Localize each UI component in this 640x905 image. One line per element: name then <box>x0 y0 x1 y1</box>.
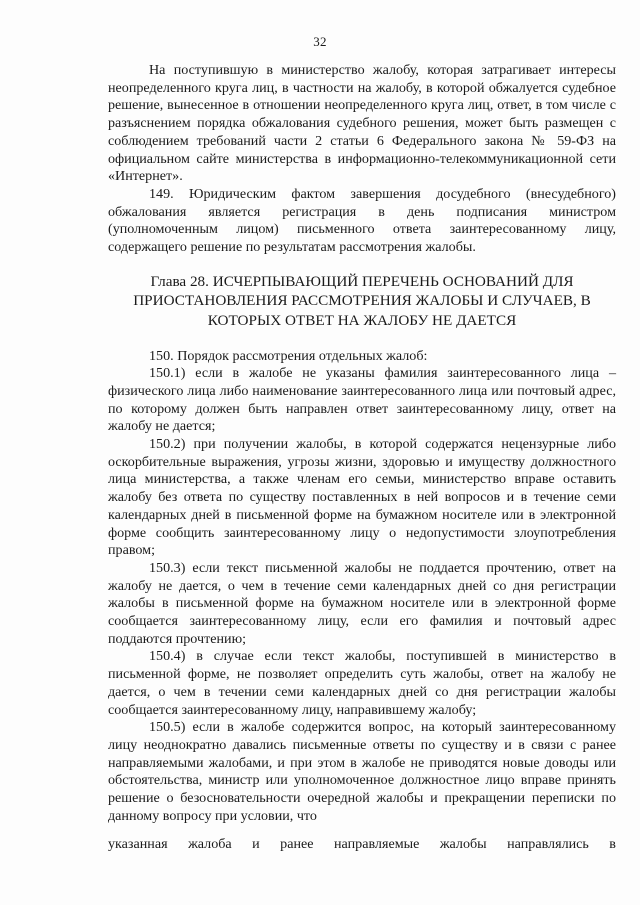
chapter-heading-line: ПРИОСТАНОВЛЕНИЯ РАССМОТРЕНИЯ ЖАЛОБЫ И СЛУЧАЕВ, В <box>133 292 591 310</box>
paragraph-149: 149. Юридическим фактом завершения досудебного (внесудебного) обжалования является регистрация в день подписания министром (уполномоченным лицом) письменного ответа заинтересованному лицу, содержащего решение по результатам рассмотрения жалобы. <box>108 185 616 256</box>
word: жалоба <box>188 836 232 852</box>
paragraph-150-4: 150.4) в случае если текст жалобы, поступившей в министерство в письменной форме, не позволяет определить суть жалобы, ответ на жалобу не дается, о чем в течении семи календарных дней со дня регистрации жалобы сообщается заинтересованному лицу, направившему жалобу; <box>108 648 616 718</box>
chapter-heading <box>108 272 616 331</box>
paragraph-150-5: 150.5) если в жалобе содержится вопрос, на который заинтересованному лицу неоднократно давались письменные ответы по существу и в связи с ранее направляемыми жалобами, и при этом в жалобе не приводятся новые доводы или обстоятельства, министр или уполномоченное должностное лицо вправе принять решение о безосновательности очередной жалобы и прекращении переписки по данному вопросу при условии, что <box>108 719 616 824</box>
paragraph-150: 150. Порядок рассмотрения отдельных жалоб: <box>149 347 428 364</box>
word: указанная <box>108 836 168 852</box>
word: направлялись <box>507 836 589 852</box>
chapter-heading-line: Глава 28. ИСЧЕРПЫВАЮЩИЙ ПЕРЕЧЕНЬ ОСНОВАНИЙ ДЛЯ <box>150 272 574 290</box>
word: и <box>252 836 260 852</box>
paragraph-150-5-last-line <box>108 836 616 854</box>
paragraph-online-publication: На поступившую в министерство жалобу, которая затрагивает интересы неопределенного круга лиц, в частности на жалобу, в которой обжалуется судебное решение, вынесенное в отношении неопределенного круга лиц, ответ, в том числе с разъяснением порядка обжалования судебного решения, может быть размещен с соблюдением требований части 2 статьи 6 Федерального закона № 59-ФЗ на официальном сайте министерства в информационно-телекоммуникационной сети «Интернет». <box>108 62 616 185</box>
word: направляемые <box>334 836 420 852</box>
word: в <box>609 836 616 852</box>
document-body <box>108 62 616 826</box>
page-number: 32 <box>313 34 327 49</box>
word: ранее <box>280 836 314 852</box>
paragraph-150-1: 150.1) если в жалобе не указаны фамилия заинтересованного лица – физического лица либо наименование заинтересованного лица или почтовый адрес, по которому должен быть направлен ответ заинтересованному лицу, ответ на жалобу не дается; <box>108 365 616 435</box>
paragraph-150-2: 150.2) при получении жалобы, в которой содержатся нецензурные либо оскорбительные выражения, угрозы жизни, здоровью и имуществу должностного лица министерства, а также членам его семьи, министерство вправе оставить жалобу без ответа по существу поставленных в ней вопросов и в течение семи календарных дней в письменной форме на бумажном носителе или в электронной форме сообщить заинтересованному лицу о недопустимости злоупотребления правом; <box>108 436 616 559</box>
paragraph-150-3: 150.3) если текст письменной жалобы не поддается прочтению, ответ на жалобу не дается, о чем в течение семи календарных дней со дня регистрации жалобы в письменной форме на бумажном носителе или в электронной форме сообщается заинтересованному лицу, если его фамилия и почтовый адрес поддаются прочтению; <box>108 559 616 647</box>
word: жалобы <box>439 836 487 852</box>
chapter-heading-line: КОТОРЫХ ОТВЕТ НА ЖАЛОБУ НЕ ДАЕТСЯ <box>207 311 517 329</box>
